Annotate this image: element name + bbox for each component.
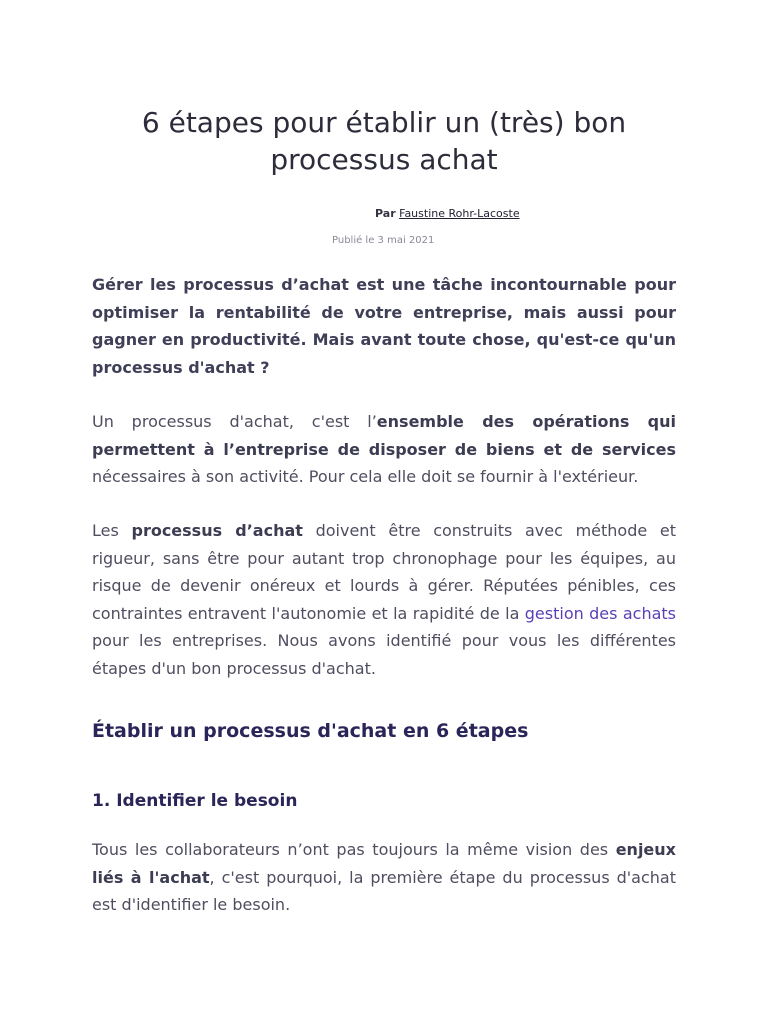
emphasis-text: enjeux liés à l'achat xyxy=(92,840,676,887)
text: Tous les collaborateurs n’ont pas toujours la même vision des xyxy=(92,840,616,859)
paragraph-definition xyxy=(92,408,676,491)
publish-date: Publié le 3 mai 2021 xyxy=(332,235,435,246)
article-title-line-1: 6 étapes pour établir un (très) bon xyxy=(141,106,627,139)
article-title xyxy=(84,104,684,178)
text: Un processus d'achat, c'est l’ xyxy=(92,412,377,431)
emphasis-text: processus d’achat xyxy=(131,521,303,540)
text: pour les entreprises. Nous avons identifié pour vous les différentes étapes d'un bon processus d'achat. xyxy=(92,631,676,678)
author-link[interactable]: Faustine Rohr-Lacoste xyxy=(399,207,520,220)
article-title-line-2: processus achat xyxy=(270,143,498,176)
gestion-des-achats-link[interactable]: gestion des achats xyxy=(524,603,676,623)
step-heading: 1. Identifier le besoin xyxy=(92,791,298,811)
text: doivent être construits avec méthode et rigueur, sans être pour autant trop chronophage pour les équipes, au risque de devenir onéreux et lourds à gérer. Réputées pénibles, ces contraintes entravent l'autonomie et la rapidité de la xyxy=(92,521,676,623)
byline-prefix: Par xyxy=(375,207,396,220)
paragraph-processes xyxy=(92,517,676,682)
section-heading: Établir un processus d'achat en 6 étapes xyxy=(92,720,529,742)
text: , c'est pourquoi, la première étape du processus d'achat est d'identifier le besoin. xyxy=(92,867,676,914)
emphasis-text: ensemble des opérations qui permettent à l’entreprise de disposer de biens et de services xyxy=(92,412,677,459)
paragraph-step-1 xyxy=(92,836,676,919)
text: nécessaires à son activité. Pour cela elle doit se fournir à l'extérieur. xyxy=(92,467,639,486)
byline xyxy=(375,207,520,221)
text: Les xyxy=(92,521,132,540)
intro-paragraph: Gérer les processus d’achat est une tâche incontournable pour optimiser la rentabilité de votre entreprise, mais aussi pour gagner en productivité. Mais avant toute chose, qu'est-ce qu'un processus d'achat ? xyxy=(92,275,676,377)
